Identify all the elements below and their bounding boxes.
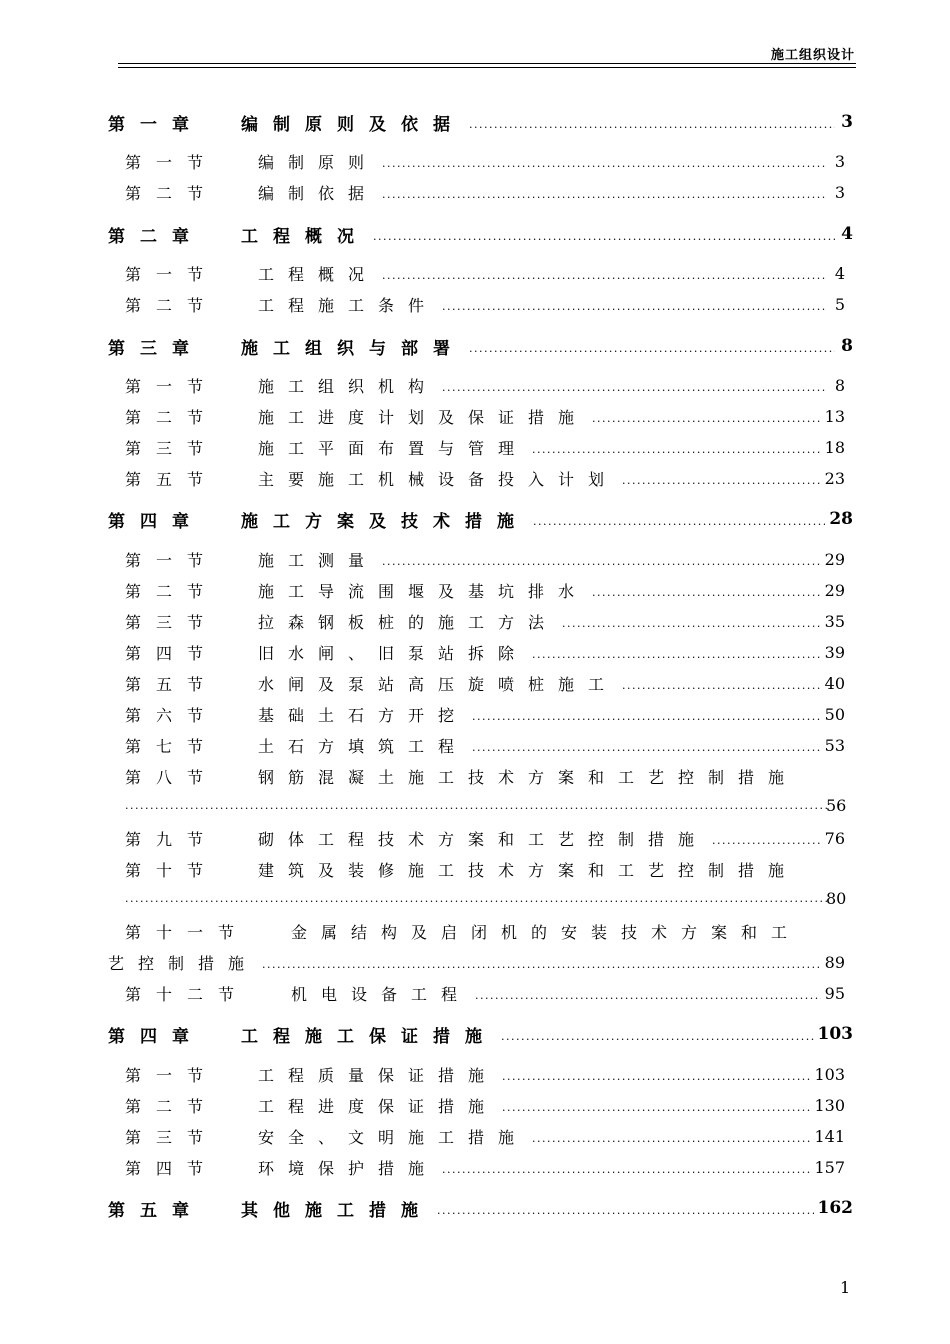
toc-entry-title: 安全、文明施工措施	[258, 1127, 529, 1147]
dot-leader	[373, 223, 835, 245]
toc-entry-number: 第一节	[125, 1065, 219, 1085]
toc-entry-page: 80	[826, 889, 847, 908]
toc-entry-page: 4	[834, 263, 845, 283]
header-rule-thick	[118, 63, 856, 64]
dot-leader	[382, 150, 827, 172]
dot-leader	[622, 672, 821, 694]
dot-leader	[442, 374, 827, 396]
toc-entry[interactable]	[108, 221, 853, 247]
toc-entry-title: 编制原则	[258, 152, 379, 172]
dot-leader	[622, 467, 821, 489]
toc-entry-title: 钢筋混凝土施工技术方案和工艺控制措施	[258, 767, 799, 787]
toc-entry-title: 工程施工保证措施	[241, 1026, 497, 1047]
toc-entry-continuation[interactable]	[108, 949, 845, 975]
toc-entry-title: 工程进度保证措施	[258, 1096, 499, 1116]
dot-leader	[469, 111, 835, 133]
toc-entry-page: 3	[834, 182, 845, 202]
dot-leader	[532, 1125, 810, 1147]
toc-entry[interactable]	[108, 1021, 853, 1047]
toc-entry[interactable]	[125, 980, 845, 1006]
toc-entry-number: 第四章	[108, 511, 204, 532]
dot-leader	[442, 293, 827, 315]
toc-entry-number: 第三节	[125, 438, 219, 458]
toc-entry-title: 工程质量保证措施	[258, 1065, 499, 1085]
toc-entry-page: 3	[834, 151, 845, 171]
dot-leader	[382, 181, 827, 203]
toc-entry-page: 28	[829, 509, 853, 529]
toc-entry[interactable]	[108, 333, 853, 359]
toc-entry[interactable]	[125, 372, 845, 398]
toc-entry-title: 施工组织与部署	[241, 338, 465, 359]
toc-entry-page: 157	[814, 1157, 845, 1177]
toc-entry-title: 施工方案及技术措施	[241, 511, 529, 532]
toc-entry-number: 第十一节	[125, 922, 250, 942]
dot-leader	[262, 951, 821, 973]
toc-entry-page: 141	[814, 1126, 845, 1146]
toc-entry-title: 施工组织机构	[258, 376, 439, 396]
toc-entry-page: 130	[814, 1095, 845, 1115]
dot-leader	[502, 1094, 810, 1116]
toc-entry-number: 第一节	[125, 264, 219, 284]
toc-entry-page: 13	[824, 406, 845, 426]
toc-entry-number: 第三章	[108, 338, 204, 359]
toc-entry-title: 砌体工程技术方案和工艺控制措施	[258, 829, 709, 849]
toc-entry[interactable]	[125, 465, 845, 491]
toc-entry-page: 8	[834, 375, 845, 395]
toc-entry-page: 103	[814, 1064, 845, 1084]
toc-entry-title: 主要施工机械设备投入计划	[258, 469, 619, 489]
dot-leader	[382, 262, 827, 284]
toc-entry[interactable]	[125, 403, 845, 429]
toc-entry-title: 土石方填筑工程	[258, 736, 469, 756]
dot-leader	[592, 405, 821, 427]
toc-entry-number: 第二章	[108, 226, 204, 247]
toc-entry-title: 施工导流围堰及基坑排水	[258, 581, 589, 601]
toc-entry-page: 29	[824, 549, 845, 569]
dot-leader	[382, 548, 821, 570]
toc-entry-title: 金属结构及启闭机的安装技术方案和工	[291, 922, 802, 942]
toc-entry-number: 第五节	[125, 674, 219, 694]
toc-entry[interactable]	[108, 109, 853, 135]
toc-entry-page: 8	[841, 336, 853, 356]
header-rule-thin	[118, 67, 856, 68]
toc-entry-page: 5	[834, 294, 845, 314]
toc-entry[interactable]	[108, 506, 853, 532]
toc-entry-number: 第五章	[108, 1200, 204, 1221]
dot-leader	[592, 579, 821, 601]
toc-entry[interactable]	[125, 546, 845, 572]
toc-entry-page: 3	[841, 112, 853, 132]
dot-leader	[532, 436, 821, 458]
dot-leader	[472, 734, 821, 756]
toc-entry-page: 50	[824, 704, 845, 724]
dot-leader	[472, 703, 821, 725]
toc-entry-title: 拉森钢板桩的施工方法	[258, 612, 559, 632]
toc-entry[interactable]	[125, 701, 845, 727]
toc-entry-number: 第七节	[125, 736, 219, 756]
toc-entry-page: 29	[824, 580, 845, 600]
toc-entry-number: 第三节	[125, 612, 219, 632]
toc-entry-page: 23	[824, 468, 845, 488]
dot-leader	[125, 792, 828, 814]
toc-entry-number: 第一节	[125, 152, 219, 172]
toc-entry-title: 施工测量	[258, 550, 379, 570]
toc-entry[interactable]	[125, 670, 845, 696]
dot-leader	[442, 1156, 810, 1178]
toc-entry-number: 第三节	[125, 1127, 219, 1147]
running-header: 施工组织设计	[770, 48, 855, 63]
toc-entry-title: 工程概况	[241, 226, 369, 247]
toc-entry-number: 第一节	[125, 550, 219, 570]
toc-entry-number: 第五节	[125, 469, 219, 489]
toc-entry-page: 103	[817, 1024, 853, 1044]
page-number: 1	[840, 1278, 851, 1297]
dot-leader	[533, 508, 825, 530]
toc-entry-title: 其他施工措施	[241, 1200, 433, 1221]
toc-entry-title: 基础土石方开挖	[258, 705, 469, 725]
toc-entry[interactable]	[125, 291, 845, 317]
dot-leader	[502, 1063, 810, 1085]
toc-entry-title: 施工平面布置与管理	[258, 438, 529, 458]
toc-entry-title: 工程概况	[258, 264, 379, 284]
toc-entry[interactable]	[125, 577, 845, 603]
toc-entry[interactable]	[125, 148, 845, 174]
toc-entry[interactable]	[125, 918, 845, 944]
toc-entry-number: 第四章	[108, 1026, 204, 1047]
toc-entry[interactable]	[125, 1092, 845, 1118]
dot-leader	[475, 982, 821, 1004]
dot-leader	[532, 641, 821, 663]
toc-entry[interactable]	[125, 856, 845, 882]
toc-entry-title: 编制原则及依据	[241, 114, 465, 135]
toc-entry[interactable]	[125, 179, 845, 205]
toc-entry-page: 95	[824, 983, 845, 1003]
dot-leader	[712, 827, 821, 849]
toc-entry-title: 水闸及泵站高压旋喷桩施工	[258, 674, 619, 694]
toc-entry[interactable]	[125, 1154, 845, 1180]
toc-entry-page: 18	[824, 437, 845, 457]
toc-entry-page: 56	[826, 796, 847, 815]
toc-entry-title: 环境保护措施	[258, 1158, 439, 1178]
toc-entry[interactable]	[125, 1123, 845, 1149]
toc-entry-number: 第十二节	[125, 984, 250, 1004]
dot-leader	[437, 1197, 814, 1219]
toc-entry[interactable]	[125, 825, 845, 851]
toc-entry-page: 89	[824, 952, 845, 972]
toc-entry-title: 工程施工条件	[258, 295, 439, 315]
toc-entry-number: 第二节	[125, 295, 219, 315]
toc-entry-number: 第二节	[125, 183, 219, 203]
toc-entry-number: 第四节	[125, 643, 219, 663]
toc-entry[interactable]	[125, 639, 845, 665]
dot-leader	[562, 610, 821, 632]
toc-entry[interactable]	[125, 260, 845, 286]
toc-entry-title: 施工进度计划及保证措施	[258, 407, 589, 427]
toc-entry[interactable]	[125, 1061, 845, 1087]
toc-entry-number: 第二节	[125, 407, 219, 427]
toc-entry-title: 编制依据	[258, 183, 379, 203]
toc-entry-page: 76	[824, 828, 845, 848]
toc-entry-title: 旧水闸、旧泵站拆除	[258, 643, 529, 663]
toc-entry-title: 建筑及装修施工技术方案和工艺控制措施	[258, 860, 799, 880]
toc-entry-number: 第二节	[125, 1096, 219, 1116]
toc-entry[interactable]	[125, 732, 845, 758]
toc-entry-number: 第六节	[125, 705, 219, 725]
toc-entry[interactable]	[125, 763, 845, 789]
toc-entry-page: 40	[824, 673, 845, 693]
toc-entry-number: 第九节	[125, 829, 219, 849]
toc-entry-number: 第四节	[125, 1158, 219, 1178]
dot-leader	[469, 335, 835, 357]
dot-leader	[501, 1023, 814, 1045]
toc-entry-number: 第一章	[108, 114, 204, 135]
toc-entry-page: 53	[824, 735, 845, 755]
toc-entry[interactable]	[125, 608, 845, 634]
toc-entry-number: 第十节	[125, 860, 219, 880]
toc-entry-number: 第一节	[125, 376, 219, 396]
toc-entry-title: 艺控制措施	[108, 953, 259, 973]
toc-entry-page: 39	[824, 642, 845, 662]
toc-entry[interactable]	[125, 434, 845, 460]
toc-entry-title: 机电设备工程	[291, 984, 472, 1004]
dot-leader	[125, 885, 828, 907]
toc-entry[interactable]	[108, 1195, 853, 1221]
toc-entry-page: 35	[824, 611, 845, 631]
toc-entry-page: 4	[841, 224, 853, 244]
toc-entry-page: 162	[817, 1198, 853, 1218]
toc-entry-number: 第八节	[125, 767, 219, 787]
toc-entry-number: 第二节	[125, 581, 219, 601]
